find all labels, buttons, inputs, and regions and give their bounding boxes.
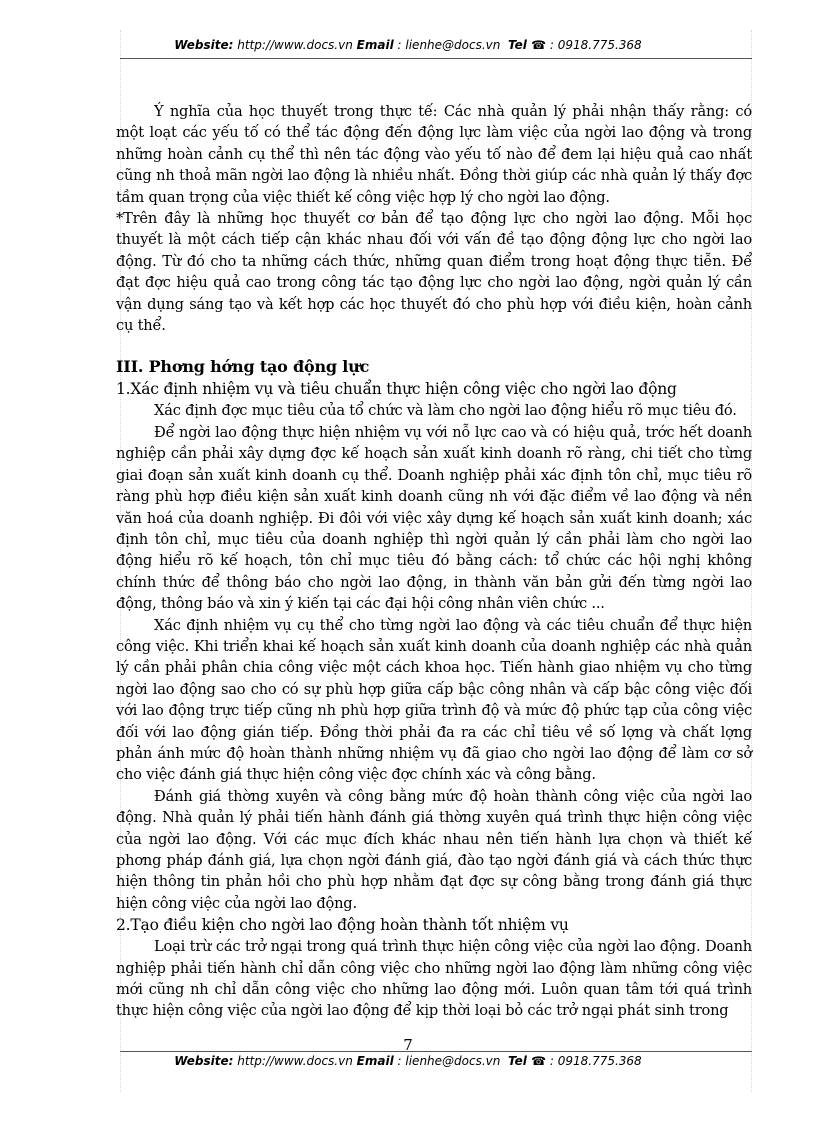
footer-website-url[interactable]: http://www.docs.vn (237, 1054, 353, 1068)
subheading-2: 2.Tạo điều kiện cho ngời lao động hoàn thành tốt nhiệm vụ (116, 916, 569, 935)
paragraph-4: Để ngời lao động thực hiện nhiệm vụ với nỗ lực cao và có hiệu quả, trớc hết doanh nghiệp cần phải xây dựng đợc kế hoạch sản xuất kinh doanh rõ ràng, chi tiết cho từng giai đoạn sản xuất kinh doanh cụ thể. Doanh nghiệp phải xác định tôn chỉ, mục tiêu rõ ràng phù hợp điều kiện sản xuất kinh doanh cũng nh với đặc điểm về lao động và nền văn hoá của doanh nghiệp. Đi đôi với việc xây dựng kế hoạch sản xuất kinh doanh; xác định tôn chỉ, mục tiêu của doanh nghiệp thì ngời quản lý cần phải làm cho ngời lao động hiểu rõ kế hoạch, tôn chỉ mục tiêu đó bằng cách: tổ chức các hội nghị không chính thức để thông báo cho ngời lao động, in thành văn bản gửi đến từng ngời lao động, thông báo và xin ý kiến tại các đại hội công nhân viên chức ... (116, 423, 752, 613)
paragraph-2: *Trên đây là những học thuyết cơ bản để tạo động lực cho ngời lao động. Mỗi học thuyết là một cách tiếp cận khác nhau đối với vấn đề tạo động động lực cho ngời lao động. Từ đó cho ta những cách thức, những quan điểm trong hoạt động thực tiễn. Để đạt đợc hiệu quả cao trong công tác tạo động lực cho ngời lao động, ngời quản lý cần vận dụng sáng tạo và kết hợp các học thuyết đó cho phù hợp với điều kiện, hoàn cảnh cụ thể. (116, 210, 752, 335)
footer-email-value[interactable]: : lienhe@docs.vn (397, 1054, 501, 1068)
header-tel-value: : 0918.775.368 (549, 38, 642, 52)
footer-tel-label: Tel ☎ (508, 1054, 547, 1068)
header-website-label: Website: (174, 38, 234, 52)
paragraph-1: Ý nghĩa của học thuyết trong thực tế: Các nhà quản lý phải nhận thấy rằng: có một loạt các yếu tố có thể tác động đến động lực làm việc của ngời lao động và trong những hoàn cảnh cụ thể thì nên tác động vào yếu tố nào để đem lại hiệu quả cao nhất cũng nh thoả mãn ngời lao động là nhiều nhất. Đồng thời giúp các nhà quản lý thấy đợc tầm quan trọng của việc thiết kế công việc hợp lý cho ngời lao động. (116, 103, 752, 206)
footer-tel-value: : 0918.775.368 (549, 1054, 642, 1068)
page-number: 7 (403, 1036, 413, 1054)
section-heading-3: III. Phơng hớng tạo động lực (116, 357, 370, 377)
paragraph-3: Xác định đợc mục tiêu của tổ chức và làm cho ngời lao động hiểu rõ mục tiêu đó. (154, 402, 737, 420)
footer-website-label: Website: (174, 1054, 234, 1068)
header-email-value[interactable]: : lienhe@docs.vn (397, 38, 501, 52)
header-email-label: Email (356, 38, 394, 52)
footer-rule (120, 1051, 752, 1052)
paragraph-5: Xác định nhiệm vụ cụ thể cho từng ngời lao động và các tiêu chuẩn để thực hiện công việc. Khi triển khai kế hoạch sản xuất kinh doanh của doanh nghiệp các nhà quản lý cần phải phân chia công việc một cách khoa học. Tiến hành giao nhiệm vụ cho từng ngời lao động sao cho có sự phù hợp giữa cấp bậc công nhân và cấp bậc công việc đối với lao động trực tiếp cũng nh phù hợp giữa trình độ và mức độ phức tạp của công việc đối với lao động gián tiếp. Đồng thời phải đa ra các chỉ tiêu về số lợng và chất lợng phản ánh mức độ hoàn thành những nhiệm vụ đã giao cho ngời lao động để làm cơ sở cho việc đánh giá thực hiện công việc đợc chính xác và công bằng. (116, 616, 752, 784)
page-header (0, 38, 816, 52)
footer-email-label: Email (356, 1054, 394, 1068)
subheading-1: 1.Xác định nhiệm vụ và tiêu chuẩn thực hiện công việc cho ngời lao động (116, 380, 677, 399)
paragraph-7: Loại trừ các trở ngại trong quá trình thực hiện công việc của ngời lao động. Doanh nghiệp phải tiến hành chỉ dẫn công việc cho những ngời lao động làm những công việc mới cũng nh chỉ dẫn công việc cho những lao động mới. Luôn quan tâm tới quá trình thực hiện công việc của ngời lao động để kịp thời loại bỏ các trở ngại phát sinh trong (116, 938, 752, 1020)
page-footer (0, 1054, 816, 1068)
header-rule (120, 58, 752, 59)
header-website-url[interactable]: http://www.docs.vn (237, 38, 353, 52)
document-body (116, 101, 752, 1022)
header-tel-label: Tel ☎ (508, 38, 547, 52)
paragraph-6: Đánh giá thờng xuyên và công bằng mức độ hoàn thành công việc của ngời lao động. Nhà quản lý phải tiến hành đánh giá thờng xuyên quá trình thực hiện công việc của ngời lao động. Với các mục đích khác nhau nên tiến hành lựa chọn và thiết kế phơng pháp đánh giá, lựa chọn ngời đánh giá, đào tạo ngời đánh giá và cách thức thực hiện thông tin phản hồi cho phù hợp nhằm đạt đợc sự công bằng trong đánh giá thực hiện công việc của ngời lao động. (116, 787, 752, 912)
